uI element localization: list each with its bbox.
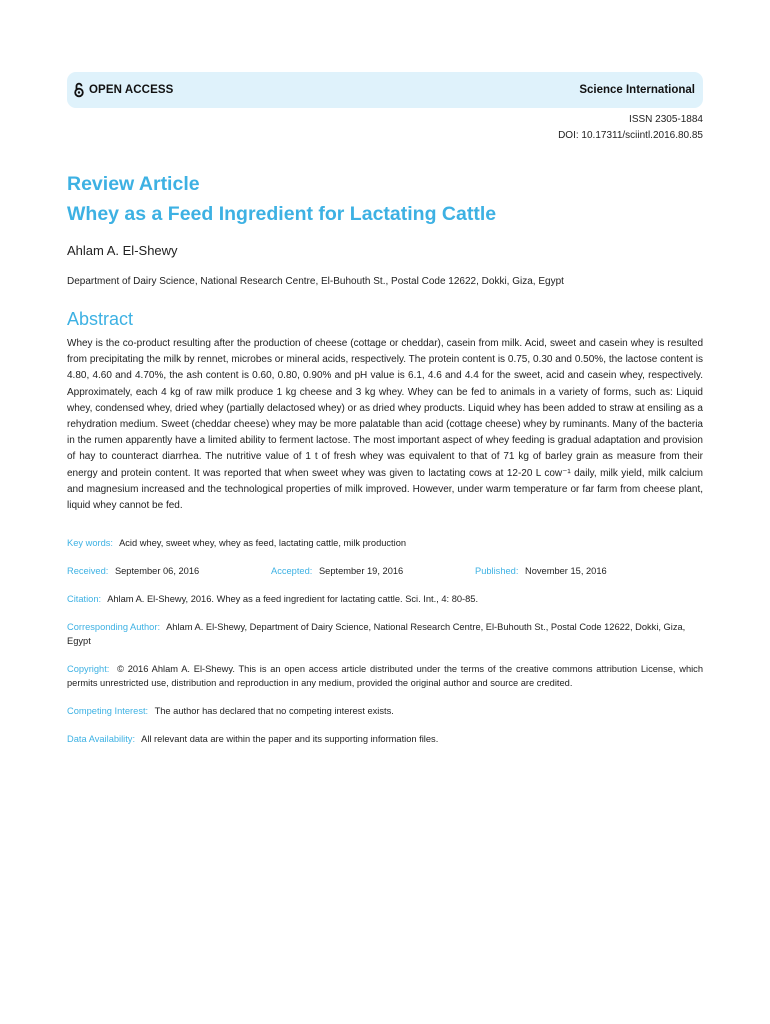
journal-header — [67, 72, 703, 108]
open-access-label: OPEN ACCESS — [89, 84, 174, 96]
copyright — [67, 662, 703, 690]
keywords — [67, 536, 703, 550]
corresponding-label: Corresponding Author: — [67, 622, 161, 633]
doi: DOI: 10.17311/sciintl.2016.80.85 — [558, 130, 703, 141]
citation-value: Ahlam A. El-Shewy, 2016. Whey as a feed ingredient for lactating cattle. Sci. Int., 4: 80-85. — [107, 594, 479, 605]
article-identifiers — [67, 112, 703, 144]
article-title: Whey as a Feed Ingredient for Lactating Cattle — [67, 203, 497, 225]
corresponding-author — [67, 620, 703, 648]
published-value: November 15, 2016 — [525, 566, 607, 577]
competing-interest — [67, 704, 703, 718]
issn: ISSN 2305-1884 — [629, 114, 703, 125]
corresponding-value: Ahlam A. El-Shewy, Department of Dairy Science, National Research Centre, El-Buhouth St., Postal Code 12622, Dokki, Giza, Egypt — [67, 622, 686, 647]
title-block — [67, 169, 703, 229]
data-availability — [67, 732, 703, 746]
received-value: September 06, 2016 — [114, 566, 200, 577]
competing-value: The author has declared that no competing interest exists. — [154, 706, 394, 717]
accepted-date — [271, 564, 475, 578]
article-type: Review Article — [67, 173, 200, 195]
received-label: Received: — [67, 566, 109, 577]
abstract-heading: Abstract — [67, 309, 134, 329]
article-page — [67, 72, 703, 746]
availability-value: All relevant data are within the paper and its supporting information files. — [141, 734, 439, 745]
keywords-value: Acid whey, sweet whey, whey as feed, lactating cattle, milk production — [119, 538, 407, 549]
open-access-icon — [73, 82, 85, 98]
keywords-label: Key words: — [67, 538, 113, 549]
copyright-label: Copyright: — [67, 664, 110, 675]
availability-label: Data Availability: — [67, 734, 136, 745]
copyright-value: © 2016 Ahlam A. El-Shewy. This is an open access article distributed under the terms of the creative commons attribution License, which permits unrestricted use, distribution and reproduction in any medium, provided the original author and source are credited. — [67, 664, 703, 689]
competing-label: Competing Interest: — [67, 706, 149, 717]
citation-label: Citation: — [67, 594, 102, 605]
accepted-label: Accepted: — [271, 566, 313, 577]
author-affiliation: Department of Dairy Science, National Research Centre, El-Buhouth St., Postal Code 12622, Dokki, Giza, Egypt — [67, 276, 564, 287]
journal-name: Science International — [579, 84, 695, 96]
author-name: Ahlam A. El-Shewy — [67, 243, 178, 258]
published-date — [475, 564, 679, 578]
citation — [67, 592, 703, 606]
accepted-value: September 19, 2016 — [318, 566, 404, 577]
open-access-badge — [73, 82, 173, 98]
published-label: Published: — [475, 566, 519, 577]
abstract-text: Whey is the co-product resulting after the production of cheese (cottage or cheddar), casein from milk. Acid, sweet and casein whey is resulted from precipitating the milk by rennet, microbes or mineral acids, respectively. The protein content is 0.75, 0.30 and 0.50%, the lactose content is 4.80, 4.60 and 4.70%, the ash content is 0.60, 0.80, 0.90% and pH value is 6.1, 4.6 and 4.4 for the sweet, acid and casein whey, respectively. Approximately, each 4 kg of raw milk produce 1 kg cheese and 3 kg whey. Whey can be fed to animals in a variety of forms, such as: Liquid whey, condensed whey, dried whey (partially delactosed whey) or as dried whey products. Liquid whey has been added to straw at ensiling as a rehydration medium. Sweet (cheddar cheese) whey may be more palatable than acid (cottage cheese) whey by ruminants. Many of the bacteria in the rumen apparently have a limited ability to ferment lactose. The most important aspect of whey feeding is gradual adaptation and provision of hay to counteract diarrhea. The nutritive value of 1 t of fresh whey was equivalent to that of 71 kg of barley grain as measure from their energy and protein content. It was reported that when sweet whey was given to lactating cows at 12-20 L cow⁻¹ daily, milk yield, milk calcium and magnesium increased and the technological properties of milk improved. However, under warm temperature or far farm from cheese plant, liquid whey cannot be fed. — [67, 338, 703, 512]
received-date — [67, 564, 271, 578]
publication-dates — [67, 564, 703, 578]
